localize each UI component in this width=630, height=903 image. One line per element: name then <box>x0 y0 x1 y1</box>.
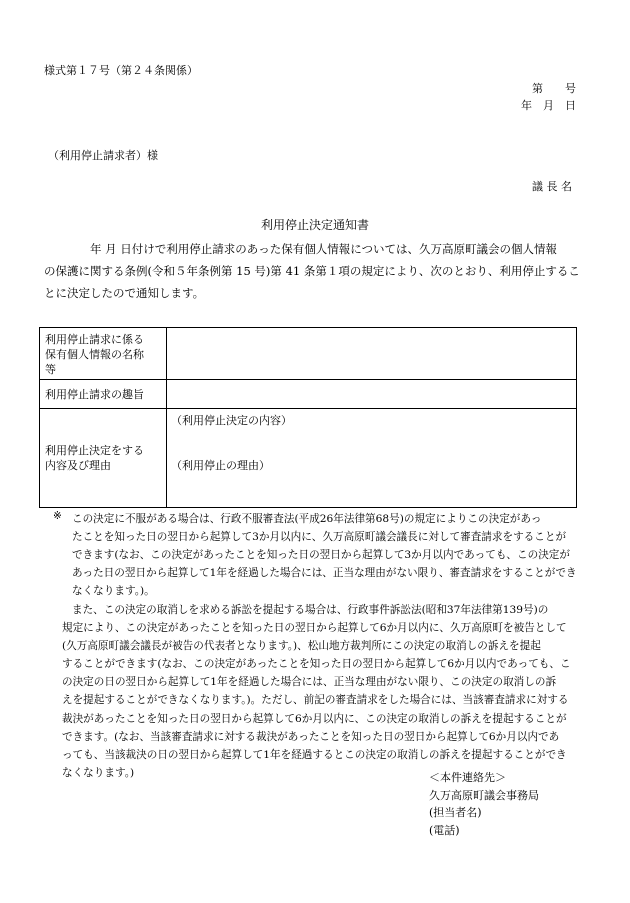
note-line: たことを知った日の翌日から起算して3か月以内に、久万高原町議会議長に対して審査請求をすることが <box>72 531 567 544</box>
note-line: できます。(なお、当該審査請求に対する裁決があったことを知った日の翌日から起算して6か月以内であ <box>62 730 560 743</box>
contact-person: (担当者名) <box>429 806 482 819</box>
body-line: とに決定したので通知します。 <box>44 286 205 300</box>
note-line: できます(なお、この決定があったことを知った日の翌日から起算して3か月以内であっても、この決定が <box>72 549 570 562</box>
note-line: この決定に不服がある場合は、行政不服審査法(平成26年法律第68号)の規定によりこの決定があっ <box>72 513 542 525</box>
decision-reason-label: （利用停止の理由） <box>171 459 270 472</box>
issue-date: 年 月 日 <box>521 99 576 112</box>
table-row <box>40 409 577 508</box>
note-1 <box>72 510 577 600</box>
row1-label-line: 保有個人情報の名称 <box>45 348 144 361</box>
row1-label-line: 等 <box>45 363 56 376</box>
table-label-cell <box>40 380 167 409</box>
document-title: 利用停止決定通知書 <box>260 218 369 232</box>
table-row <box>40 328 577 380</box>
row1-label-line: 利用停止請求に係る <box>45 333 144 346</box>
decision-content-label: （利用停止決定の内容） <box>171 414 292 427</box>
body-line: 年 月 日付けで利用停止請求のあった保有個人情報については、久万高原町議会の個人情報 <box>90 242 557 256</box>
note-line: あった日の翌日から起算して1年を経過した場合には、正当な理由がない限り、審査請求をすることができ <box>72 567 577 580</box>
note-line: なくなります。) <box>62 766 135 779</box>
table-value-cell <box>167 380 577 409</box>
contact-phone: (電話) <box>429 823 460 837</box>
contact-office: 久万高原町議会事務局 <box>429 788 539 802</box>
form-number: 様式第１７号（第２４条関係） <box>44 64 198 77</box>
note-line: えを提起することができなくなります。)。ただし、前記の審査請求をした場合には、当該審査請求に対する <box>62 694 569 707</box>
note-line: の決定の日の翌日から起算して1年を経過した場合には、正当な理由がない限り、この決定の取消しの訴 <box>62 676 557 689</box>
contact-heading: ＜本件連絡先＞ <box>429 771 506 784</box>
note-line: することができます(なお、この決定があったことを知った日の翌日から起算して6か月以内であっても、こ <box>62 658 571 671</box>
table-label-cell <box>40 409 167 508</box>
body-line: の保護に関する条例(令和５年条例第 15 号)第 41 条第１項の規定により、次のとおり、利用停止するこ <box>44 264 580 278</box>
note-line: なくなります。)。 <box>72 585 155 598</box>
row3-label-line: 利用停止決定をする <box>45 444 144 457</box>
note-line: っても、当該裁決の日の翌日から起算して1年を経過するとこの決定の取消しの訴えを提起することができ <box>62 748 567 761</box>
row2-label: 利用停止請求の趣旨 <box>45 388 144 401</box>
note-line: 規定により、この決定があったことを知った日の翌日から起算して6か月以内に、久万高原町を被告として <box>62 622 567 635</box>
table-value-cell <box>167 328 577 380</box>
table-label-cell <box>40 328 167 380</box>
note-line: 裁決があったことを知った日の翌日から起算して6か月以内に、この決定の取消しの訴えを提起することが <box>62 712 567 725</box>
row3-label-line: 内容及び理由 <box>45 459 111 472</box>
note-line: また、この決定の取消しを求める訴訟を提起する場合は、行政事件訴訟法(昭和37年法律第139号)の <box>72 604 549 616</box>
info-table <box>39 327 577 508</box>
note-2 <box>62 601 571 782</box>
sender-name: 議 長 名 <box>532 180 572 193</box>
body-paragraph <box>44 238 584 304</box>
table-value-cell <box>167 409 577 508</box>
document-number: 第 号 <box>532 82 576 95</box>
table-row <box>40 380 577 409</box>
contact-block <box>429 769 539 839</box>
addressee: （利用停止請求者）様 <box>48 149 158 162</box>
note-line: (久万高原町議会議長が被告の代表者となります。)、松山地方裁判所にこの決定の取消しの訴えを提起 <box>62 640 541 653</box>
note-mark: ※ <box>53 510 62 522</box>
